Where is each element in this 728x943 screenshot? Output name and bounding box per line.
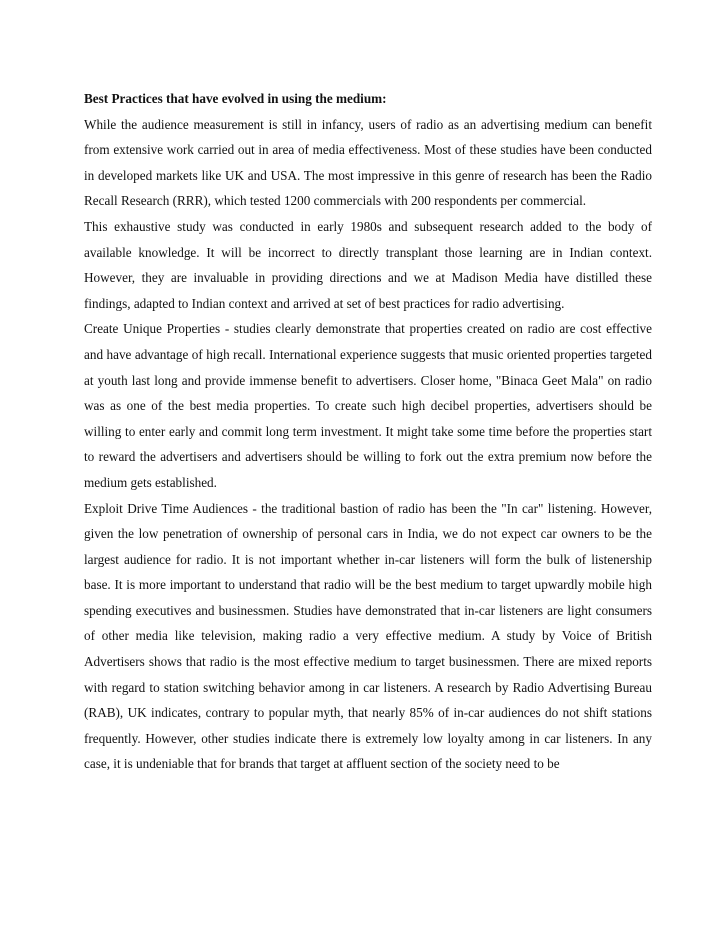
paragraph-unique-properties: Create Unique Properties - studies clearly demonstrate that properties created on radio are cost effective and have advantage of high recall. International experience suggests that music oriented properties targeted at youth last long and provide immense benefit to advertisers. Closer home, "Binaca Geet Mala" on radio was as one of the best media properties. To create such high decibel properties, advertisers should be willing to enter early and commit long term investment. It might take some time before the properties start to reward the advertisers and advertisers should be willing to fork out the extra premium now before the medium gets established. xyxy=(84,321,652,490)
paragraph-intro: While the audience measurement is still in infancy, users of radio as an advertising medium can benefit from extensive work carried out in area of media effectiveness. Most of these studies have been conducted in developed markets like UK and USA. The most impressive in this genre of research has been the Radio Recall Research (RRR), which tested 1200 commercials with 200 respondents per commercial. xyxy=(84,116,652,209)
document-page xyxy=(84,86,652,777)
paragraph-study: This exhaustive study was conducted in early 1980s and subsequent research added to the body of available knowledge. It will be incorrect to directly transplant those learning are in Indian context. However, they are invaluable in providing directions and we at Madison Media have distilled these findings, adapted to Indian context and arrived at set of best practices for radio advertising. xyxy=(84,218,652,311)
section-heading: Best Practices that have evolved in using the medium: xyxy=(84,91,387,106)
paragraph-drive-time: Exploit Drive Time Audiences - the traditional bastion of radio has been the "In car" listening. However, given the low penetration of ownership of personal cars in India, we do not expect car owners to be the largest audience for radio. It is not important whether in-car listeners will form the bulk of listenership base. It is more important to understand that radio will be the best medium to target upwardly mobile high spending executives and businessmen. Studies have demonstrated that in-car listeners are light consumers of other media like television, making radio a very effective medium. A study by Voice of British Advertisers shows that radio is the most effective medium to target businessmen. There are mixed reports with regard to station switching behavior among in car listeners. A research by Radio Advertising Bureau (RAB), UK indicates, contrary to popular myth, that nearly 85% of in-car audiences do not shift stations frequently. However, other studies indicate there is extremely low loyalty among in car listeners. In any case, it is undeniable that for brands that target at affluent section of the society need to be xyxy=(84,500,652,772)
